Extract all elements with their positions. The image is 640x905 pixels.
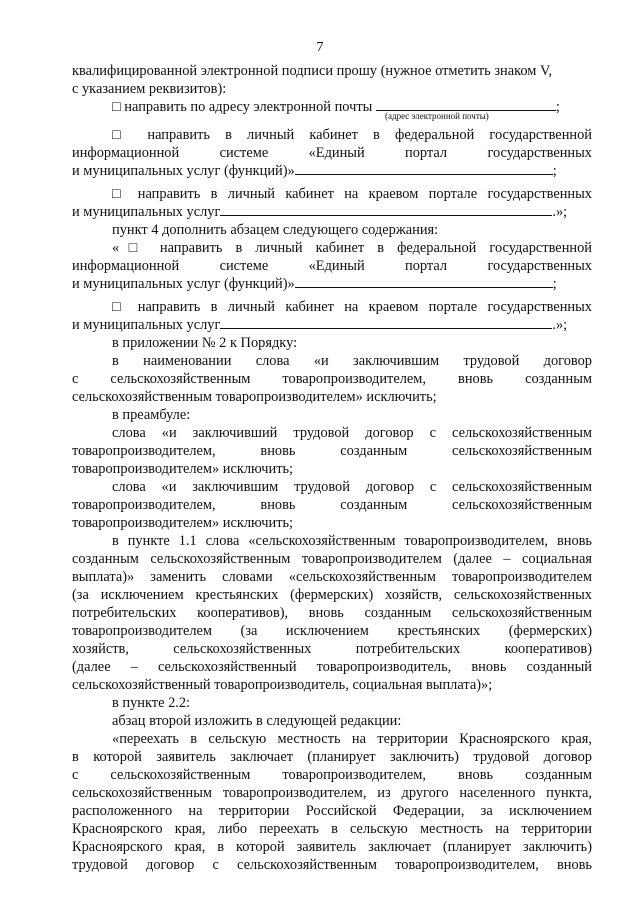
text-line: товаропроизводителем, вновь созданным сельскохозяйственным bbox=[72, 443, 592, 459]
text-line: в наименовании слова «и заключившим трудовой договор bbox=[112, 353, 592, 369]
text-line: квалифицированной электронной подписи прошу (нужное отметить знаком V, bbox=[72, 63, 553, 79]
text-line: ; bbox=[552, 276, 557, 292]
text-line: и муниципальных услуг bbox=[72, 204, 221, 220]
text-line: товаропроизводителем» исключить; bbox=[72, 461, 294, 477]
text-line: информационной системе «Единый портал государственных bbox=[72, 145, 592, 161]
text-line: □ направить в личный кабинет на краевом портале государственных bbox=[112, 186, 592, 202]
text-line: в приложении № 2 к Порядку: bbox=[112, 335, 298, 351]
text-line: в пункте 2.2: bbox=[112, 695, 191, 711]
text-line: слова «и заключившим трудовой договор с сельскохозяйственным bbox=[112, 479, 592, 495]
text-line: абзац второй изложить в следующей редакции: bbox=[112, 713, 402, 729]
text-line: □ направить в личный кабинет на краевом портале государственных bbox=[112, 299, 592, 315]
text-line: ; bbox=[552, 163, 557, 179]
text-line: товаропроизводителем» исключить; bbox=[72, 515, 294, 531]
text-line: информационной системе «Единый портал государственных bbox=[72, 258, 592, 274]
blank-line bbox=[295, 275, 553, 288]
text-line: с сельскохозяйственным товаропроизводителем, вновь созданным bbox=[72, 371, 592, 387]
text-line: и муниципальных услуг bbox=[72, 317, 221, 333]
text-line: □ направить в личный кабинет в федеральной государственной bbox=[112, 127, 592, 143]
text-line: выплата)» заменить словами «сельскохозяйственным товаропроизводителем bbox=[72, 569, 592, 585]
text-line: товаропроизводителем (за исключением крестьянских (фермерских) bbox=[72, 623, 592, 639]
text-line: товаропроизводителем, вновь созданным сельскохозяйственным bbox=[72, 497, 592, 513]
option-gosuslugi-line bbox=[72, 162, 592, 180]
text-line: в которой заявитель заключает (планирует заключить) трудовой договор bbox=[72, 749, 592, 765]
text-line: потребительских кооперативов), вновь созданным сельскохозяйственным bbox=[72, 605, 592, 621]
text-line: слова «и заключивший трудовой договор с сельскохозяйственным bbox=[112, 425, 592, 441]
blank-line bbox=[220, 203, 552, 216]
text-line: пункт 4 дополнить абзацем следующего содержания: bbox=[112, 222, 439, 238]
email-field-caption: (адрес электронной почты) bbox=[385, 111, 489, 121]
text-line: и муниципальных услуг (функций)» bbox=[72, 163, 295, 179]
option-email bbox=[72, 98, 592, 116]
blank-line bbox=[220, 316, 552, 329]
text-line: Красноярского края, либо переехать в сельскую местность на территории bbox=[72, 821, 592, 837]
document-body bbox=[72, 62, 592, 874]
text-line: ; bbox=[555, 99, 560, 115]
text-line: Красноярского края, в которой заявитель заключает (планирует заключить) bbox=[72, 839, 592, 855]
text-line: .»; bbox=[552, 317, 568, 333]
page-number: 7 bbox=[316, 40, 324, 55]
text-line: созданным сельскохозяйственным товаропроизводителем (далее – социальная bbox=[72, 551, 592, 567]
text-line: расположенного на территории Российской Федерации, за исключением bbox=[72, 803, 592, 819]
option2-kraevoy-line bbox=[72, 316, 592, 334]
text-line: сельскохозяйственным товаропроизводителем, из другого населенного пункта, bbox=[72, 785, 592, 801]
text-line: в пункте 1.1 слова «сельскохозяйственным товаропроизводителем, вновь bbox=[112, 533, 592, 549]
text-line: □ направить по адресу электронной почты bbox=[112, 99, 373, 115]
text-line: трудовой договор с сельскохозяйственным товаропроизводителем, вновь bbox=[72, 857, 592, 873]
option-kraevoy-line bbox=[72, 203, 592, 221]
text-line: и муниципальных услуг (функций)» bbox=[72, 276, 295, 292]
text-line: .»; bbox=[552, 204, 568, 220]
text-line: с указанием реквизитов): bbox=[72, 81, 227, 97]
text-line: (далее – сельскохозяйственный товаропроизводитель, вновь созданный bbox=[72, 659, 592, 675]
text-line: сельскохозяйственный товаропроизводитель, социальная выплата)»; bbox=[72, 677, 493, 693]
text-line: сельскохозяйственным товаропроизводителем» исключить; bbox=[72, 389, 437, 405]
text-line: «переехать в сельскую местность на территории Красноярского края, bbox=[112, 731, 592, 747]
blank-line bbox=[295, 162, 553, 175]
text-line: хозяйств, сельскохозяйственных потребительских кооперативов) bbox=[72, 641, 592, 657]
option2-gosuslugi-line bbox=[72, 275, 592, 293]
text-line: в преамбуле: bbox=[112, 407, 191, 423]
text-line: (за исключением крестьянских (фермерских) хозяйств, сельскохозяйственных bbox=[72, 587, 592, 603]
email-blank-line bbox=[376, 98, 556, 111]
text-line: с сельскохозяйственным товаропроизводителем, вновь созданным bbox=[72, 767, 592, 783]
text-line: «□ направить в личный кабинет в федеральной государственной bbox=[112, 240, 592, 256]
